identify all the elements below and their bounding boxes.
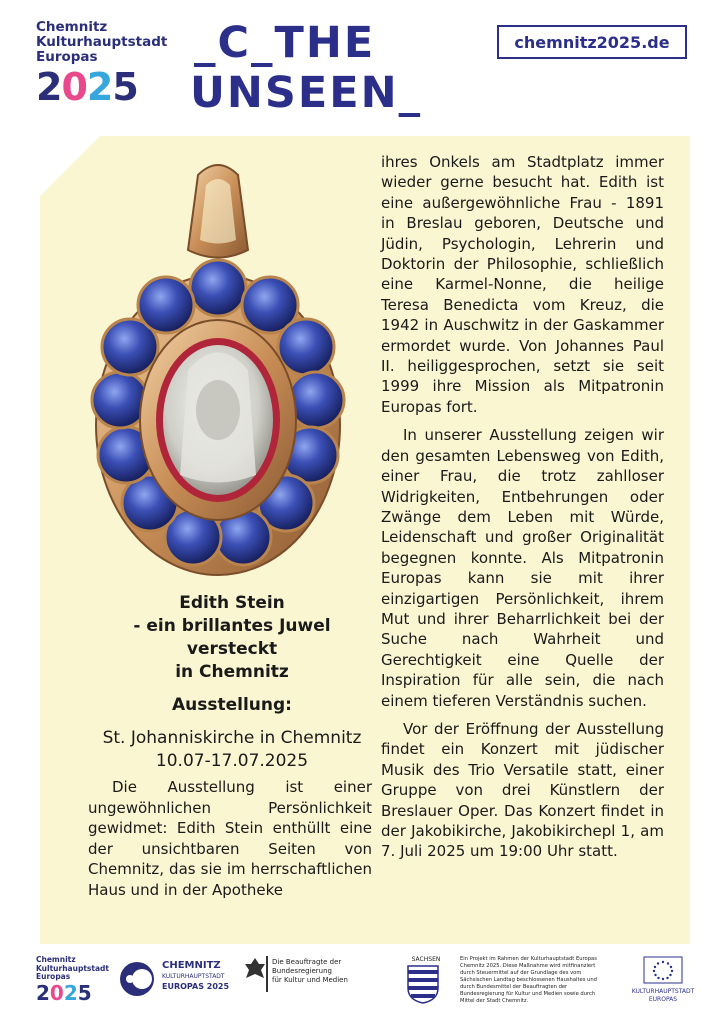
eagle-icon	[244, 956, 268, 986]
caption-subtitle: Ausstellung:	[172, 695, 292, 715]
footer-logo-line-2: Kulturhauptstadt	[36, 963, 109, 973]
footer-logo2-line-3: EUROPAS 2025	[162, 982, 230, 991]
footer-bund-logo	[272, 958, 402, 985]
sponsor-footer	[0, 950, 727, 1024]
article-paragraph-2: In unserer Ausstellung zeigen wir den gesamten Lebensweg von Edith, einer Frau, die trotz zahlloser Widrigkeiten, Entbehrungen oder Zwänge dem Leben mit Würde, Leidenschaft und großer Originalität begegnen konnte. Als Mitpatronin Europas kann sie mit ihrer einzigartigen Persönlichkeit, ihrem Mut und ihrer Beharrlichkeit bei der Suche nach Wahrheit und Gerechtigkeit eine Quelle der Inspiration für alle sein, die nach einem tieferen Verständnis suchen.	[381, 426, 664, 710]
article-column	[381, 152, 664, 870]
bund-line-1: Die Beauftragte der Bundesregierung	[272, 958, 342, 975]
eu-line-2: EUROPAS	[648, 996, 678, 1003]
exhibition-title	[190, 18, 422, 118]
logo-line-3: Europas	[36, 49, 98, 65]
footer-logo-line-1: Chemnitz	[36, 955, 76, 964]
title-line-2: UNSEEN_	[190, 68, 423, 118]
article-paragraph-1: ihres Onkels am Stadtplatz immer wieder gerne besucht hat. Edith ist eine außergewöhnliche Frau - 1891 in Breslau geboren, Deutsche und Jüdin, Psychologin, Lehrerin und Doktorin der Philosophie, schließlich eine Karmel-Nonne, die heilige Teresa Benedicta vom Kreuz, die 1942 in Auschwitz in der Gaskammer ermordet wurde. Von Johannes Paul II. heiliggesprochen, setzt sie seit 1999 ihre Mission als Mitpatronin Europas fort.	[381, 153, 664, 416]
bund-line-2: für Kultur und Medien	[272, 976, 348, 984]
bund-divider	[266, 956, 268, 992]
caption-title-2: - ein brillantes Juwel versteckt	[133, 616, 331, 659]
logo-year: 2025	[36, 65, 138, 109]
footer-logo-line-3: Europas	[36, 972, 71, 981]
footer-chemnitz-text-logo	[162, 960, 242, 992]
exhibition-caption	[88, 592, 376, 773]
sachsen-label: SACHSEN	[411, 956, 441, 963]
logo-line-1: Chemnitz	[36, 19, 108, 35]
logo-line-2: Kulturhauptstadt	[36, 34, 168, 50]
caption-title-1: Edith Stein	[179, 593, 285, 613]
footer-logo-year: 2025	[36, 980, 92, 1005]
chemnitz-c-icon	[118, 960, 158, 1000]
article-paragraph-3: Vor der Eröffnung der Ausstellung findet ein Konzert mit jüdischer Musik des Trio Versatile statt, einer Gruppe von drei Künstlern der Breslauer Oper. Das Konzert findet in der Jakobikirche, Jakobikirchepl 1, am 7. Juli 2025 um 19:00 Uhr statt.	[381, 719, 664, 861]
eu-line-1: KULTURHAUPTSTADT	[631, 988, 695, 995]
chemnitz-logo	[36, 20, 196, 107]
caption-title-3: in Chemnitz	[175, 662, 289, 682]
jewel-pendant-image	[88, 155, 348, 580]
title-line-1: _C_THE	[194, 18, 376, 68]
sachsen-shield-icon	[406, 964, 440, 1004]
caption-dates: 10.07-17.07.2025	[155, 751, 309, 771]
footer-logo2-line-2: KULTURHAUPTSTADT	[162, 973, 225, 980]
footer-chemnitz-logo	[36, 956, 116, 1004]
funding-note: Ein Projekt im Rahmen der Kulturhauptstadt Europas Chemnitz 2025. Diese Maßnahme wird mitfinanziert durch Steuermittel auf der Grundlage des vom Sächsischen Landtag beschlossenen Haushaltes und durch Bundesmittel der Beauftragten der Bundesregierung für Kultur und Medien sowie durch Mittel der Stadt Chemnitz.	[460, 956, 597, 1004]
footer-sachsen-logo	[406, 956, 446, 1008]
intro-paragraph: Die Ausstellung ist einer ungewöhnlichen Persönlichkeit gewidmet: Edith Stein enthüllt eine der unsichtbaren Seiten von Chemnitz, das sie im herrschaftlichen Haus und in der Apotheke	[88, 778, 372, 899]
website-link[interactable]: chemnitz2025.de	[497, 25, 687, 59]
footer-logo2-line-1: CHEMNITZ	[162, 960, 221, 971]
eu-stars-icon	[643, 956, 683, 984]
caption-place: St. Johanniskirche in Chemnitz	[102, 728, 362, 748]
footer-eu-logo	[628, 956, 698, 1004]
